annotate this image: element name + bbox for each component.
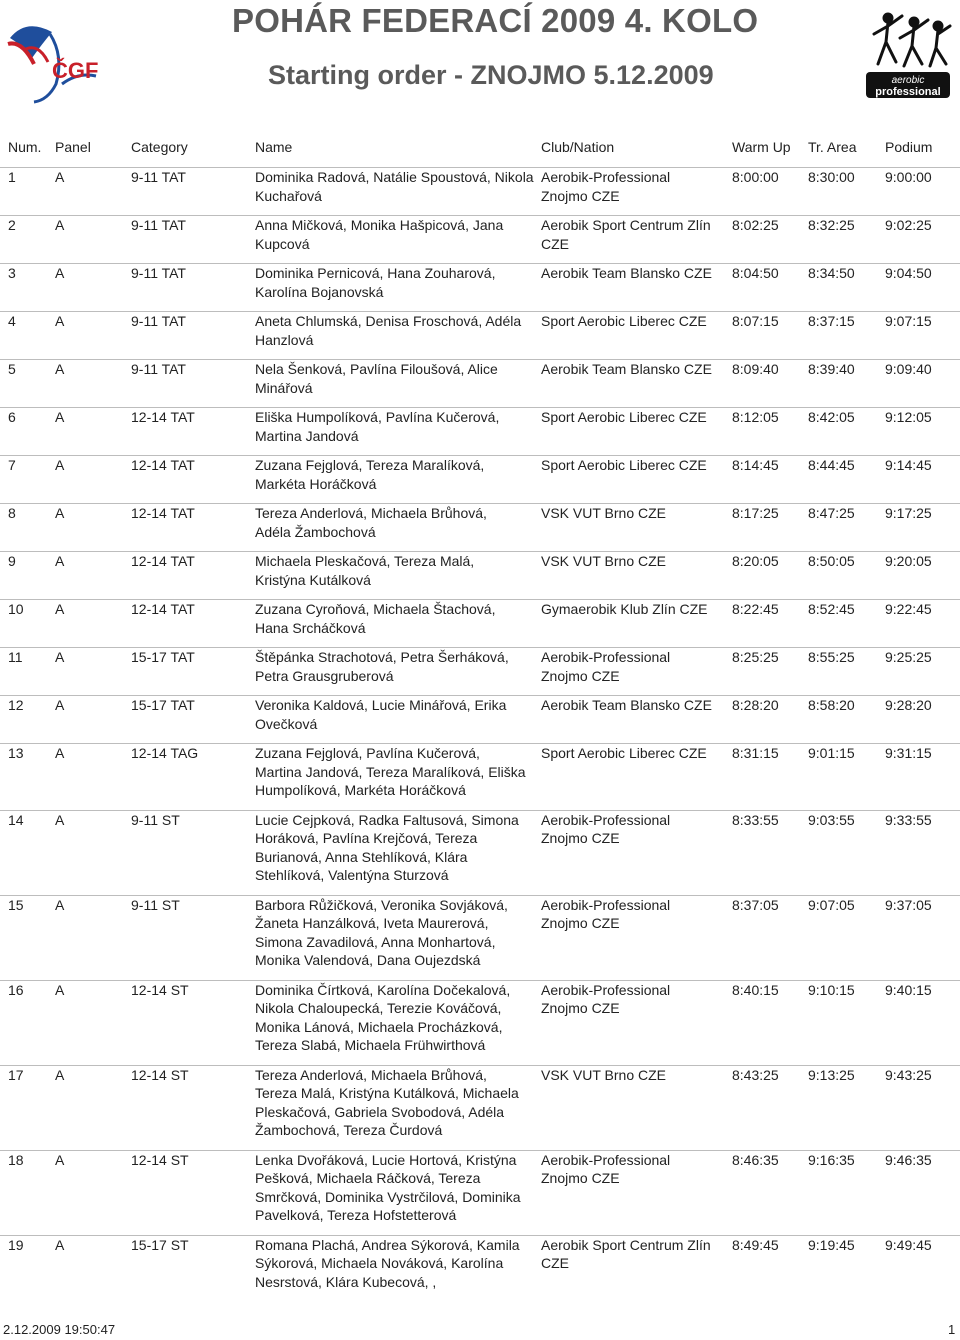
cell-name [255,981,537,1055]
cell-podium: 9:37:05 [885,896,932,913]
cell-num: 12 [8,697,24,713]
cell-panel: A [55,265,65,281]
cell-podium: 9:33:55 [885,811,932,828]
cell-warmup: 8:40:15 [732,981,779,998]
cell-name [255,696,537,733]
cell-warmup: 8:17:25 [732,505,779,521]
cell-panel: A [55,811,65,828]
cell-podium: 9:28:20 [885,697,932,713]
cell-name [255,216,537,253]
cell-club [541,216,729,253]
cell-panel: A [55,601,65,617]
name-line: Nela Šenková, Pavlína Filoušová, Alice [255,361,498,377]
cell-num: 18 [8,1151,24,1168]
cell-category: 12-14 ST [131,1066,189,1083]
club-line: Sport Aerobic Liberec CZE [541,313,707,329]
cell-club [541,744,729,763]
club-line: Sport Aerobic Liberec CZE [541,409,707,425]
cell-podium: 9:43:25 [885,1066,932,1083]
cell-podium: 9:14:45 [885,457,932,473]
name-line: Pavelková, Tereza Hofstetterová [255,1207,457,1223]
name-line: Dominika Čírtková, Karolína Dočekalová, [255,981,511,998]
name-line: Michaela Pleskačová, Tereza Malá, [255,553,475,569]
cell-area: 8:30:00 [808,169,855,185]
cell-podium: 9:02:25 [885,217,932,233]
cell-panel: A [55,1236,65,1253]
cell-name [255,360,537,397]
cell-name [255,312,537,349]
name-line: Dominika Pernicová, Hana Zouharová, [255,265,496,281]
cell-club [541,811,729,848]
cell-club [541,600,729,619]
cell-panel: A [55,1066,65,1083]
name-line: Pleskačová, Gabriela Svobodová, Adéla [255,1103,505,1120]
cell-warmup: 8:37:05 [732,896,779,913]
cell-podium: 9:22:45 [885,601,932,617]
cell-panel: A [55,169,65,185]
club-line: Aerobik Sport Centrum Zlín [541,1236,711,1253]
cell-podium: 9:12:05 [885,409,932,425]
name-line: Simona Zavadilová, Anna Monhartová, [255,933,496,950]
name-line: Kuchařová [255,187,322,204]
cell-name [255,648,537,685]
club-line: Aerobik Sport Centrum Zlín [541,217,711,233]
club-line: Aerobik Team Blansko CZE [541,361,712,377]
col-header-panel: Panel [55,139,91,155]
cell-club [541,504,729,523]
name-line: Zuzana Fejglová, Tereza Maralíková, [255,457,485,473]
cell-club [541,1151,729,1188]
cell-category: 12-14 TAT [131,601,195,617]
cell-podium: 9:49:45 [885,1236,932,1253]
table-row [0,647,960,695]
cell-podium: 9:40:15 [885,981,932,998]
name-line: Martina Jandová, Tereza Maralíková, Eliška [255,763,526,780]
cell-warmup: 8:20:05 [732,553,779,569]
name-line: Nesrstová, Klára Kubecová, , [255,1273,437,1290]
cell-area: 9:16:35 [808,1151,855,1168]
name-line: Karolína Bojanovská [255,283,384,300]
cell-num: 11 [8,649,23,665]
table-row [0,167,960,215]
name-line: Horáková, Pavlína Krejčová, Tereza [255,830,478,846]
cell-num: 13 [8,745,24,761]
cell-area: 8:55:25 [808,649,855,665]
cell-warmup: 8:31:15 [732,745,779,761]
club-line: Aerobik Team Blansko CZE [541,265,712,281]
cell-name [255,456,537,493]
name-line: Ovečková [255,715,318,732]
cell-category: 12-14 TAT [131,457,195,473]
cell-area: 8:58:20 [808,697,855,713]
table-row [0,1065,960,1150]
club-line: VSK VUT Brno CZE [541,1066,667,1083]
name-line: Veronika Kaldová, Lucie Minářová, Erika [255,697,507,713]
cell-warmup: 8:33:55 [732,811,779,828]
cell-name [255,1066,537,1140]
club-line: Znojmo CZE [541,830,620,846]
cell-area: 8:50:05 [808,553,855,569]
cell-podium: 9:20:05 [885,553,932,569]
cell-club [541,360,729,379]
club-line: Sport Aerobic Liberec CZE [541,457,707,473]
name-line: Minářová [255,379,313,396]
cell-num: 16 [8,981,24,998]
table-row [0,1150,960,1235]
cell-panel: A [55,313,65,329]
cell-num: 1 [8,169,16,185]
cell-num: 15 [8,896,24,913]
name-line: Hana Srcháčková [255,619,366,636]
col-header-category: Category [131,139,188,155]
cell-panel: A [55,361,65,377]
name-line: Nikola Chaloupecká, Terezie Kováčová, [255,1000,502,1016]
col-header-name: Name [255,139,293,155]
cell-area: 9:10:15 [808,981,855,998]
cell-name [255,744,537,800]
cell-podium: 9:17:25 [885,505,932,521]
cell-podium: 9:25:25 [885,649,932,665]
table-row [0,1235,960,1302]
cell-name [255,600,537,637]
club-line: Aerobik-Professional [541,169,671,185]
col-header-podium: Podium [885,139,933,155]
cell-warmup: 8:46:35 [732,1151,779,1168]
page-title: POHÁR FEDERACÍ 2009 4. KOLO [232,2,759,39]
cell-category: 9-11 TAT [131,313,186,329]
cell-area: 8:34:50 [808,265,855,281]
cell-num: 3 [8,265,16,281]
cell-warmup: 8:14:45 [732,457,779,473]
cell-area: 8:39:40 [808,361,855,377]
cell-num: 7 [8,457,16,473]
cell-warmup: 8:04:50 [732,265,779,281]
cell-area: 8:44:45 [808,457,855,473]
cell-area: 9:07:05 [808,896,855,913]
club-line: Znojmo CZE [541,1170,620,1186]
cell-warmup: 8:12:05 [732,409,779,425]
cell-club [541,456,729,475]
cell-name [255,1236,537,1292]
cell-category: 12-14 TAT [131,409,195,425]
table-row [0,743,960,810]
cell-area: 8:42:05 [808,409,855,425]
cell-name [255,168,537,205]
table-row [0,311,960,359]
cell-warmup: 8:49:45 [732,1236,779,1253]
name-line: Zuzana Cyroňová, Michaela Štachová, [255,601,496,617]
cell-num: 2 [8,217,16,233]
name-line: Tereza Malá, Kristýna Kutálková, Michaela [255,1085,519,1101]
cell-area: 9:19:45 [808,1236,855,1253]
name-line: Pešková, Michaela Ráčková, Tereza [255,1170,481,1186]
name-line: Sýkorová, Michaela Nováková, Karolína [255,1255,504,1271]
cell-warmup: 8:09:40 [732,361,779,377]
name-line: Monika Lánová, Michaela Procházková, [255,1018,503,1035]
cell-num: 19 [8,1236,24,1253]
cell-warmup: 8:25:25 [732,649,779,665]
cell-club [541,648,729,685]
cell-category: 15-17 ST [131,1236,189,1253]
club-line: Znojmo CZE [541,915,620,931]
table-row [0,359,960,407]
cell-panel: A [55,1151,65,1168]
name-line: Markéta Horáčková [255,475,377,492]
cell-panel: A [55,697,65,713]
cell-club [541,696,729,715]
cell-club [541,1236,729,1273]
cell-warmup: 8:02:25 [732,217,779,233]
table-row [0,551,960,599]
cell-podium: 9:04:50 [885,265,932,281]
cell-panel: A [55,896,65,913]
club-line: Gymaerobik Klub Zlín CZE [541,601,708,617]
cell-podium: 9:46:35 [885,1151,932,1168]
table-row [0,455,960,503]
cell-category: 12-14 TAG [131,745,199,761]
cell-area: 9:13:25 [808,1066,855,1083]
name-line: Petra Grausgruberová [255,667,394,684]
aerobic-professional-logo [858,8,954,100]
cell-category: 15-17 TAT [131,697,195,713]
cell-area: 9:03:55 [808,811,855,828]
col-header-area: Tr. Area [808,139,857,155]
name-line: Anna Mičková, Monika Hašpicová, Jana [255,217,504,233]
cell-name [255,408,537,445]
name-line: Monika Valendová, Dana Oujezdská [255,952,481,968]
cell-num: 17 [8,1066,24,1083]
svg-text:professional: professional [875,86,941,98]
cell-num: 5 [8,361,16,377]
club-line: Sport Aerobic Liberec CZE [541,745,707,761]
club-line: Aerobik-Professional [541,1151,671,1168]
cell-panel: A [55,505,65,521]
page-subtitle: Starting order - ZNOJMO 5.12.2009 [268,60,714,90]
cell-num: 6 [8,409,16,425]
cell-panel: A [55,553,65,569]
col-header-warmup: Warm Up [732,139,791,155]
name-line: Martina Jandová [255,427,359,444]
club-line: CZE [541,1255,569,1271]
table-row [0,599,960,647]
cell-category: 9-11 TAT [131,361,186,377]
svg-text:aerobic: aerobic [891,75,925,86]
cell-num: 8 [8,505,16,521]
cell-name [255,1151,537,1225]
cell-category: 12-14 ST [131,1151,189,1168]
cell-club [541,1066,729,1085]
club-line: Aerobik-Professional [541,896,671,913]
name-line: Tereza Slabá, Michaela Frühwirthová [255,1037,486,1053]
name-line: Lucie Cejpková, Radka Faltusová, Simona [255,811,519,828]
name-line: Žaneta Hanzálková, Iveta Maurerová, [255,915,489,931]
table-row [0,215,960,263]
cell-panel: A [55,409,65,425]
cell-num: 14 [8,811,24,828]
table-row [0,695,960,743]
cell-name [255,552,537,589]
club-line: VSK VUT Brno CZE [541,553,667,569]
cell-podium: 9:00:00 [885,169,932,185]
cell-num: 10 [8,601,24,617]
cell-warmup: 8:28:20 [732,697,779,713]
table-row [0,263,960,311]
cell-podium: 9:31:15 [885,745,932,761]
starting-order-table [0,167,960,1301]
cell-area: 9:01:15 [808,745,855,761]
table-row [0,895,960,980]
col-header-club: Club/Nation [541,139,615,155]
col-header-num: Num. [8,139,42,155]
cell-category: 12-14 ST [131,981,189,998]
table-row [0,503,960,551]
cell-area: 8:32:25 [808,217,855,233]
name-line: Smrčková, Dominika Vystrčilová, Dominika [255,1188,521,1205]
name-line: Eliška Humpolíková, Pavlína Kučerová, [255,409,500,425]
cell-panel: A [55,649,65,665]
cell-category: 9-11 TAT [131,217,186,233]
cell-club [541,312,729,331]
svg-text:ČGF: ČGF [52,58,99,83]
cell-name [255,504,537,541]
table-row [0,980,960,1065]
name-line: Adéla Žambochová [255,523,376,540]
name-line: Žambochová, Tereza Čurdová [255,1122,443,1138]
cell-warmup: 8:22:45 [732,601,779,617]
name-line: Zuzana Fejglová, Pavlína Kučerová, [255,745,480,761]
cell-club [541,408,729,427]
name-line: Barbora Růžičková, Veronika Sovjáková, [255,896,508,913]
club-line: Aerobik-Professional [541,981,671,998]
club-line: Znojmo CZE [541,187,620,204]
name-line: Stehlíková, Valentýna Sturzová [255,867,449,883]
cell-category: 12-14 TAT [131,505,195,521]
club-line: VSK VUT Brno CZE [541,505,667,521]
name-line: Kristýna Kutálková [255,571,371,588]
cell-category: 9-11 ST [131,896,180,913]
cell-num: 9 [8,553,16,569]
name-line: Burianová, Anna Stehlíková, Klára [255,848,468,865]
name-line: Tereza Anderlová, Michaela Brůhová, [255,505,487,521]
cell-category: 15-17 TAT [131,649,195,665]
cell-club [541,896,729,933]
club-line: Aerobik-Professional [541,649,671,665]
cell-category: 12-14 TAT [131,553,195,569]
cell-category: 9-11 ST [131,811,180,828]
name-line: Tereza Anderlová, Michaela Brůhová, [255,1066,487,1083]
footer-timestamp: 2.12.2009 19:50:47 [3,1322,116,1337]
club-line: Aerobik Team Blansko CZE [541,697,712,713]
cell-num: 4 [8,313,16,329]
cell-panel: A [55,981,65,998]
club-line: Znojmo CZE [541,667,620,684]
table-row [0,407,960,455]
name-line: Romana Plachá, Andrea Sýkorová, Kamila [255,1236,520,1253]
name-line: Aneta Chlumská, Denisa Froschová, Adéla [255,313,522,329]
cell-panel: A [55,745,65,761]
cell-warmup: 8:07:15 [732,313,779,329]
cell-panel: A [55,217,65,233]
cell-club [541,981,729,1018]
name-line: Dominika Radová, Natálie Spoustová, Nikola [255,169,534,185]
cell-club [541,264,729,283]
cell-category: 9-11 TAT [131,265,186,281]
cell-name [255,896,537,970]
name-line: Hanzlová [255,331,314,348]
cell-warmup: 8:00:00 [732,169,779,185]
cell-category: 9-11 TAT [131,169,186,185]
cell-panel: A [55,457,65,473]
cell-area: 8:47:25 [808,505,855,521]
club-line: Znojmo CZE [541,1000,620,1016]
cell-club [541,168,729,205]
name-line: Lenka Dvořáková, Lucie Hortová, Kristýna [255,1151,517,1168]
cell-area: 8:37:15 [808,313,855,329]
cell-area: 8:52:45 [808,601,855,617]
cell-podium: 9:09:40 [885,361,932,377]
name-line: Kupcová [255,235,310,252]
club-line: Aerobik-Professional [541,811,671,828]
table-row [0,810,960,895]
cell-podium: 9:07:15 [885,313,932,329]
cell-name [255,811,537,885]
cell-warmup: 8:43:25 [732,1066,779,1083]
name-line: Štěpánka Strachotová, Petra Šerháková, [255,649,509,665]
cell-club [541,552,729,571]
name-line: Humpolíková, Markéta Horáčková [255,782,466,798]
cell-name [255,264,537,301]
footer-page-number: 1 [948,1322,956,1337]
cgf-logo [4,14,124,106]
club-line: CZE [541,235,569,252]
